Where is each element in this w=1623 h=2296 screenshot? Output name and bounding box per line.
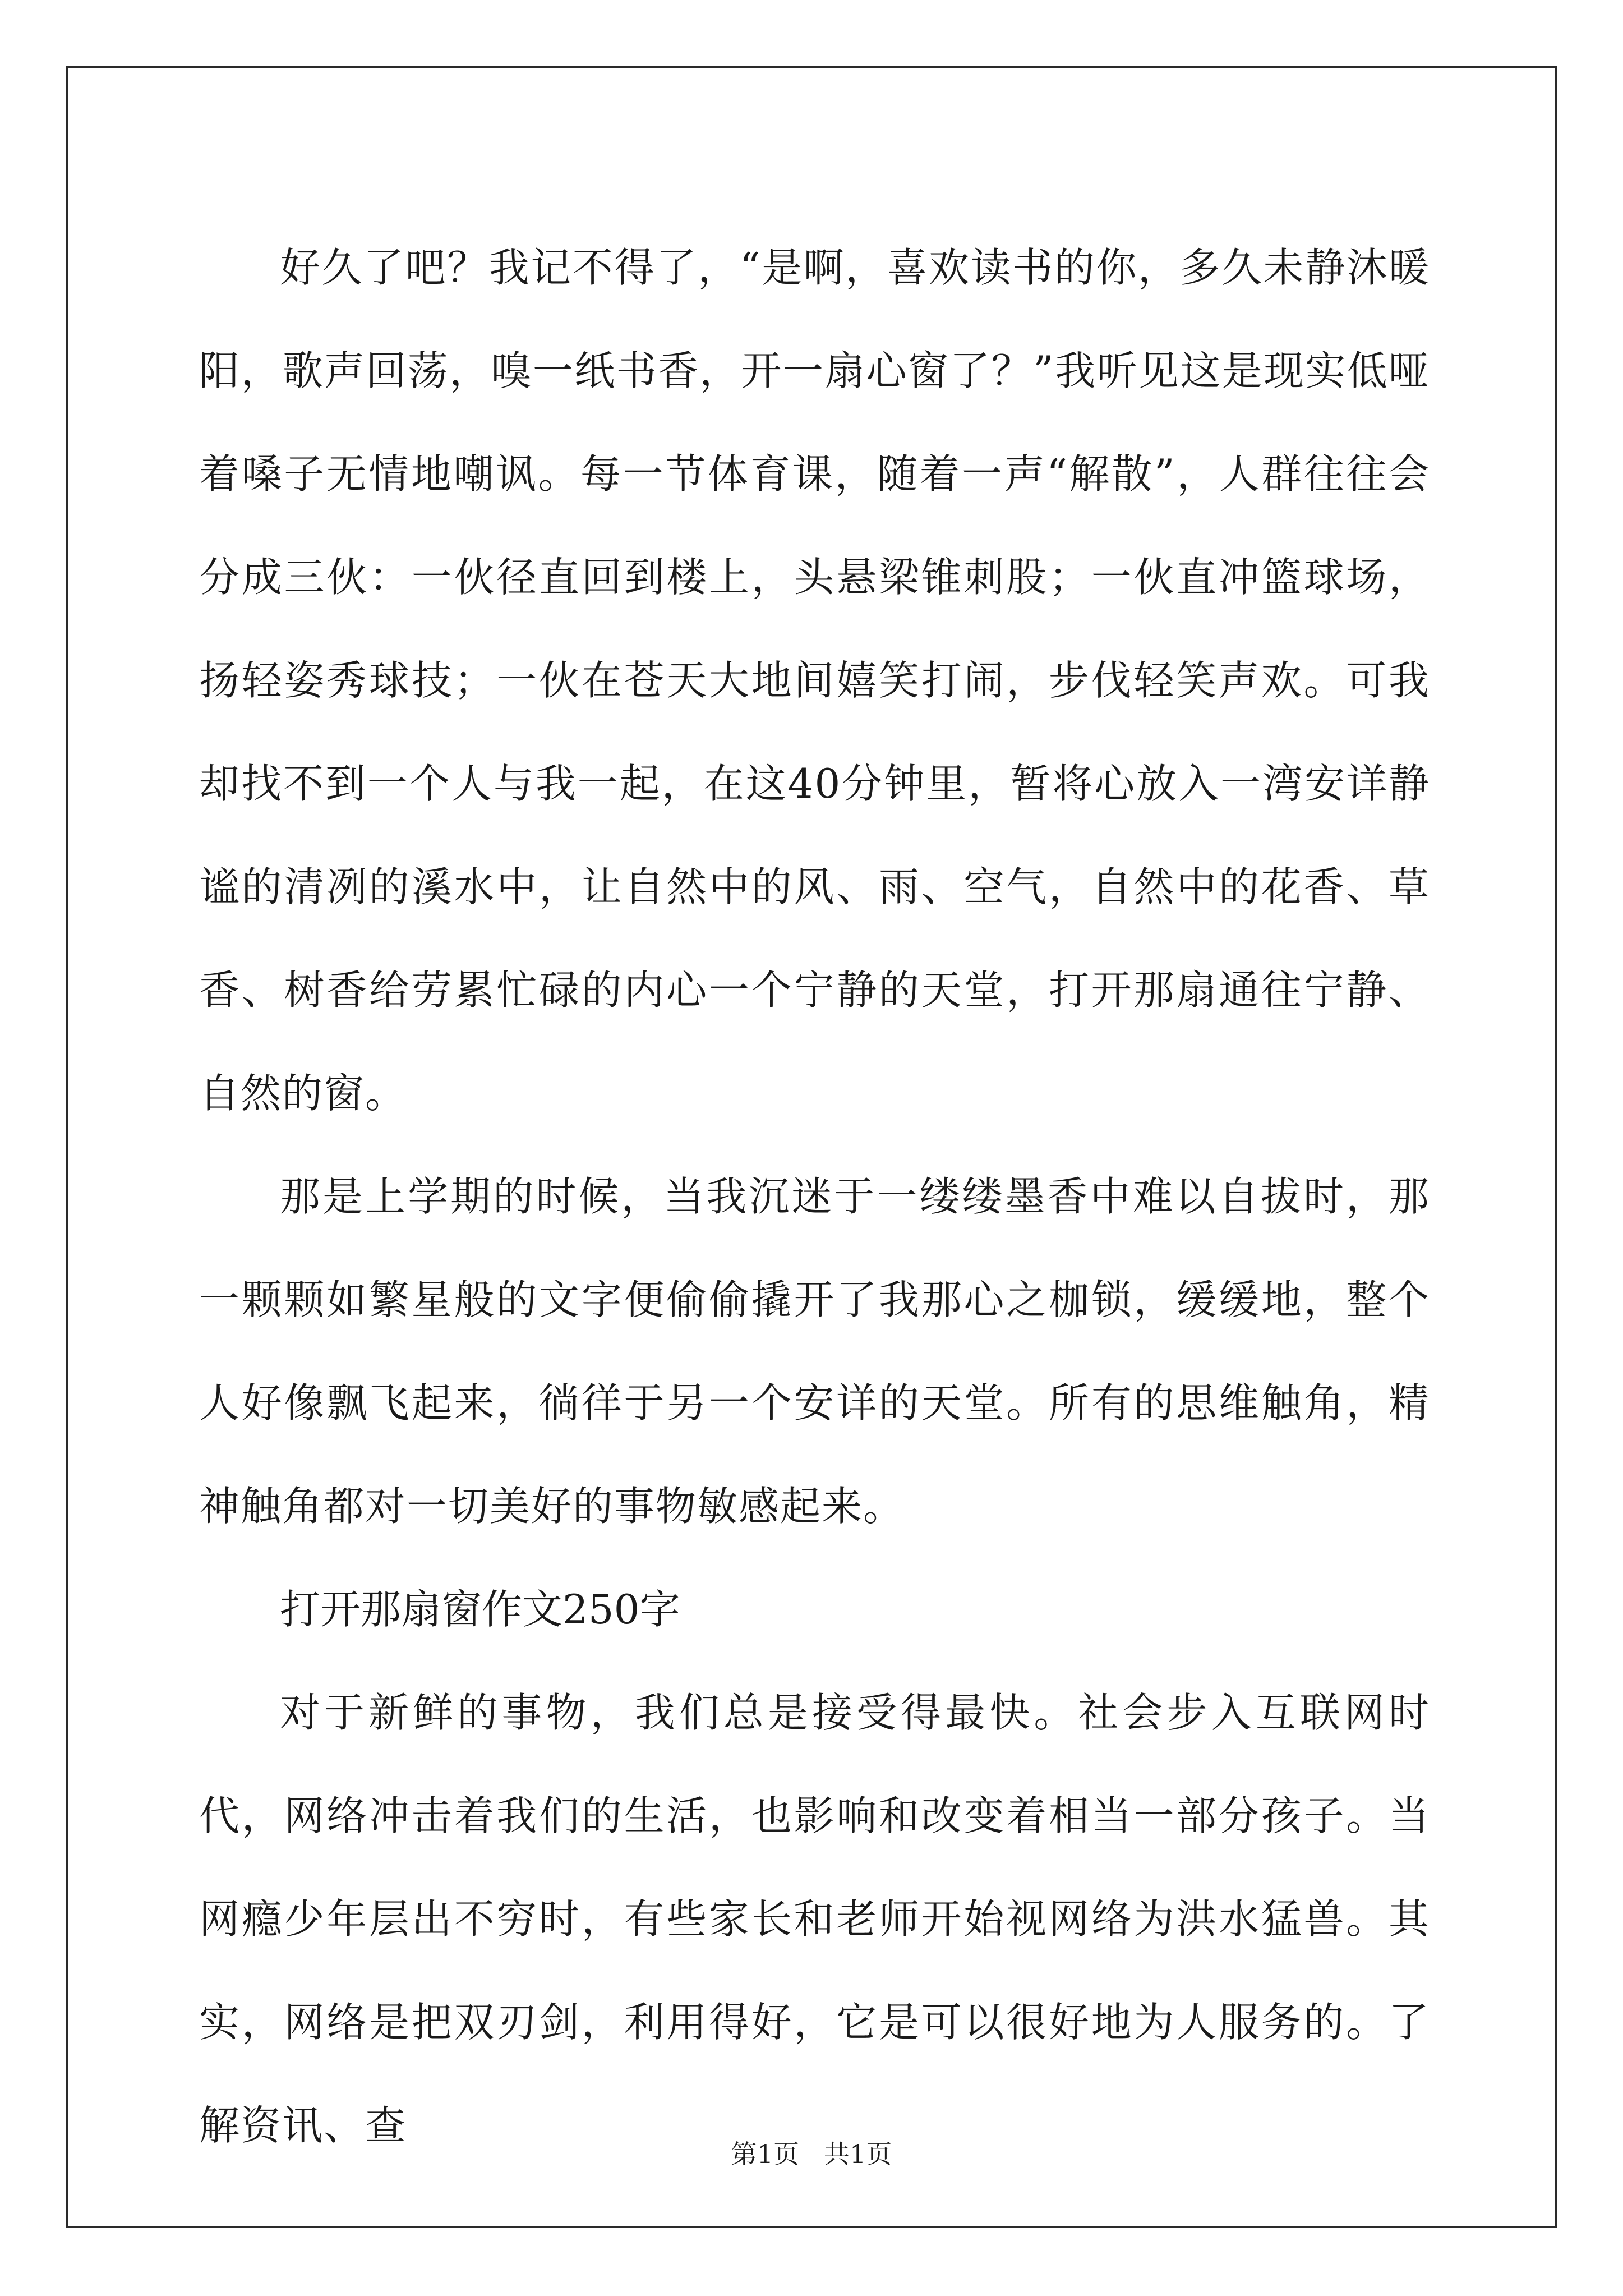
page-number: 第1页 bbox=[731, 2139, 800, 2169]
document-body bbox=[199, 216, 1430, 2177]
page-total: 共1页 bbox=[823, 2139, 892, 2169]
paragraph-1: 好久了吧？我记不得了，“是啊，喜欢读书的你，多久未静沐暖阳，歌声回荡，嗅一纸书香，开一扇心窗了？”我听见这是现实低哑着嗓子无情地嘲讽。每一节体育课，随着一声“解散”，人群往往会分成三伙：一伙径直回到楼上，头悬梁锥刺股；一伙直冲篮球场，扬轻姿秀球技；一伙在苍天大地间嬉笑打闹，步伐轻笑声欢。可我却找不到一个人与我一起，在这40分钟里，暂将心放入一湾安详静谧的清冽的溪水中，让自然中的风、雨、空气，自然中的花香、草香、树香给劳累忙碌的内心一个宁静的天堂，打开那扇通往宁静、自然的窗。 bbox=[199, 244, 1430, 1117]
paragraph-2: 那是上学期的时候，当我沉迷于一缕缕墨香中难以自拔时，那一颗颗如繁星般的文字便偷偷撬开了我那心之枷锁，缓缓地，整个人好像飘飞起来，徜徉于另一个安详的天堂。所有的思维触角，精神触角都对一切美好的事物敏感起来。 bbox=[199, 1173, 1430, 1530]
section-heading: 打开那扇窗作文250字 bbox=[280, 1586, 680, 1633]
paragraph-3: 对于新鲜的事物，我们总是接受得最快。社会步入互联网时代，网络冲击着我们的生活，也影响和改变着相当一部分孩子。当网瘾少年层出不穷时，有些家长和老师开始视网络为洪水猛兽。其实，网络是把双刃剑，利用得好，它是可以很好地为人服务的。了解资讯、查 bbox=[199, 1689, 1430, 2149]
page-footer bbox=[0, 2137, 1623, 2171]
